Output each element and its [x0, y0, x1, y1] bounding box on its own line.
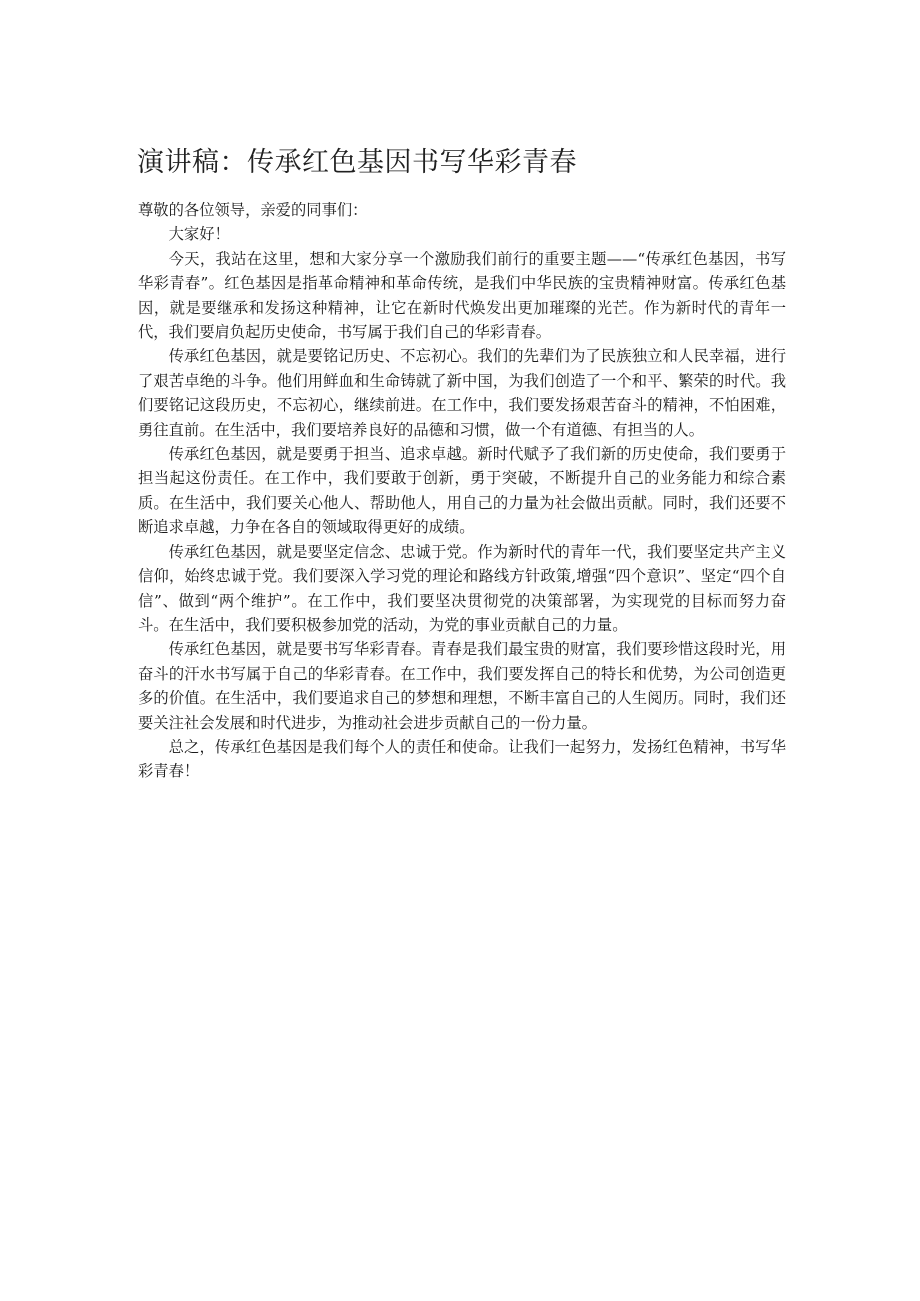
- paragraph: 今天，我站在这里，想和大家分享一个激励我们前行的重要主题——“传承红色基因，书写华彩青春”。红色基因是指革命精神和革命传统，是我们中华民族的宝贵精神财富。传承红色基因，就是要继承和发扬这种精神，让它在新时代焕发出更加璀璨的光芒。作为新时代的青年一代，我们要肩负起历史使命，书写属于我们自己的华彩青春。: [138, 249, 786, 342]
- paragraph: 传承红色基因，就是要书写华彩青春。青春是我们最宝贵的财富，我们要珍惜这段时光，用奋斗的汗水书写属于自己的华彩青春。在工作中，我们要发挥自己的特长和优势，为公司创造更多的价值。在生活中，我们要追求自己的梦想和理想，不断丰富自己的人生阅历。同时，我们还要关注社会发展和时代进步，为推动社会进步贡献自己的一份力量。: [138, 640, 786, 732]
- paragraph: 传承红色基因，就是要坚定信念、忠诚于党。作为新时代的青年一代，我们要坚定共产主义信仰，始终忠诚于党。我们要深入学习党的理论和路线方针政策,增强“四个意识”、坚定“四个自信”、做到“两个维护”。在工作中，我们要坚决贯彻党的决策部署，为实现党的目标而努力奋斗。在生活中，我们要积极参加党的活动，为党的事业贡献自己的力量。: [138, 542, 786, 634]
- document-body: [138, 198, 786, 784]
- paragraph: 传承红色基因，就是要铭记历史、不忘初心。我们的先辈们为了民族独立和人民幸福，进行了艰苦卓绝的斗争。他们用鲜血和生命铸就了新中国，为我们创造了一个和平、繁荣的时代。我们要铭记这段历史，不忘初心，继续前进。在工作中，我们要发扬艰苦奋斗的精神，不怕困难，勇往直前。在生活中，我们要培养良好的品德和习惯，做一个有道德、有担当的人。: [138, 347, 786, 439]
- greeting: 大家好！: [168, 225, 230, 244]
- paragraph: 总之，传承红色基因是我们每个人的责任和使命。让我们一起努力，发扬红色精神，书写华彩青春！: [138, 737, 786, 781]
- document-title: 演讲稿：传承红色基因书写华彩青春: [137, 147, 577, 178]
- paragraph: 传承红色基因，就是要勇于担当、追求卓越。新时代赋予了我们新的历史使命，我们要勇于担当起这份责任。在工作中，我们要敢于创新，勇于突破，不断提升自己的业务能力和综合素质。在生活中，我们要关心他人、帮助他人，用自己的力量为社会做出贡献。同时，我们还要不断追求卓越，力争在各自的领域取得更好的成绩。: [138, 445, 786, 537]
- salutation: 尊敬的各位领导，亲爱的同事们：: [138, 201, 368, 219]
